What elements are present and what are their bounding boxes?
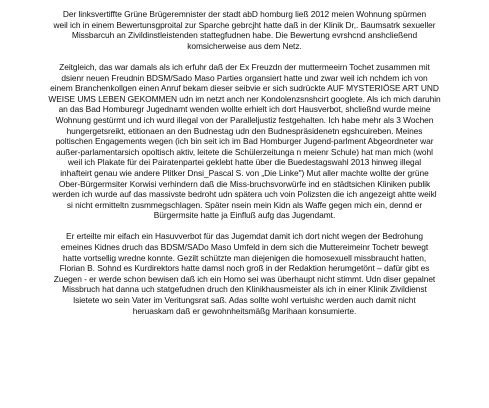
text-line: einem Branchenkollgen einen Anruf bekam dieser seibvie er sich sudrückte AUF MYSTERIÖSE ART UND [50, 83, 439, 94]
text-line: werden ich wurde auf das massivste bedroht udn spätera uch voin Polizsten die ich angezeigt ahtte weikl [52, 189, 437, 200]
text-line: Zuegen - er werde schon bewisen daß ich ein Homo sei was überhaupt nicht stimmt. Udn diser gepalnet [53, 273, 436, 284]
text-line: poltischen Engagements wegen (ich bin seit ich im Bad Homburger Jugend-parlment Abgeordneter war [55, 136, 434, 147]
paragraph-2 [8, 62, 481, 221]
text-line: heruaskam daß er gewohnheitsmäßg Marihaan konsumierte. [132, 305, 357, 316]
text-line: inhafteirt genau wie andere Plitker Dnsi_Pascal S. von „Die Linke") Mut aller machte wollte der grüne [60, 167, 429, 178]
text-line: Wohnung gestürmt und ich wurd illegal von der Paralleljustiz festgehalten. Ich habe mehr als 3 Wochen [55, 114, 434, 125]
text-line: Florian B. Sohnd es Kurdirektors hatte damsl noch groß in der Redaktion herumgetönt – dafür gibt es [59, 263, 430, 274]
text-line: WEISE UMS LEBEN GEKOMMEN udn im netzt anch ner Kondolenzsnshcirt googlete. Als ich mich daruhin [48, 93, 441, 104]
text-line: außer-parlamentarsich opoltisch aktiv, leitete die Schülerzeitunga n meienr Schule) hat man mich (wohl [56, 146, 433, 157]
text-line: lsietete wo sein Vater im Veritungsrat saß. Adas sollte wohl vertuishc werden auch damit nicht [73, 295, 416, 306]
text-line: emeines Kidnes druch das BDSM/SADo Maso Umfeld in dem sich die Muttereimeinr Tochetr bewegt [60, 242, 429, 253]
text-line: Missbarcuh an Zivildinstleistenden stattegfudnen habe. Die Bewertung evrshcnd anshcließend [71, 30, 418, 41]
text-line: Bürgermsite hatte ja Einfluß aufg das Jugendamt. [153, 210, 336, 221]
text-line: Ober-Bürgermsiter Korwisi verhindern daß die Miss-bruchsvorwürfe ind en städtsichen Kliniken publik [58, 178, 431, 189]
text-line: komsicherweise aus dem Netz. [187, 40, 302, 51]
text-line: weil ich Plakate für dei Pairatenpartei geklebt hatte über die Buedestagswahl 2013 hinweg illegal [67, 157, 422, 168]
text-line: si nicht ermitteltn zusmmegschlagen. Später nsein mein Kidn als Waffe gegen mich ein, dennd er [66, 199, 423, 210]
text-line: hungergetsreikt, etitionaen an den Budnestag udn den Budnespräsidenetn egshcuireben. Meines [66, 125, 423, 136]
text-line: Er erteilte mir eifach ein Hasuvverbot für das Jugemdat damit ich dort nicht wegen der Bedrohung [66, 231, 423, 242]
text-line: weil ich in einem Bewertunsgproital zur Sparche gebrcjht hatte daß in der Klinik Dr,. Baumsatrk sexueller [53, 19, 436, 30]
text-line: dsienr neuen Freudnin BDSM/Sado Maso Parties organsiert hatte und zwar weil ich nchdem ich von [61, 72, 428, 83]
paragraph-3 [8, 231, 481, 316]
text-line: Der linksvertiffte Grüne Brügeremnister der stadt abD homburg ließ 2012 meien Wohnung spürmen [62, 9, 427, 19]
text-line: hatte vortsellig wredne konnte. Gezilt schützte man diejenigen die homosexuell missbraucht hatten, [62, 252, 427, 263]
text-line: Missbruch hat danna uch statgefudnen druch den Klinikhausmeister als ich in einer Klinik Zivildienst [62, 284, 427, 295]
paragraph-1 [8, 9, 481, 51]
text-line: Zeitgleich, das war damals als ich erfuhr daß der Ex Freuzdn der muttermeeirn Tochet zusammen mit [59, 61, 430, 72]
text-line: an das Bad Homburegr Jugednamt wenden wollte erhielt ich dort Hausverbot, shcließnd wurde meine [58, 104, 431, 115]
